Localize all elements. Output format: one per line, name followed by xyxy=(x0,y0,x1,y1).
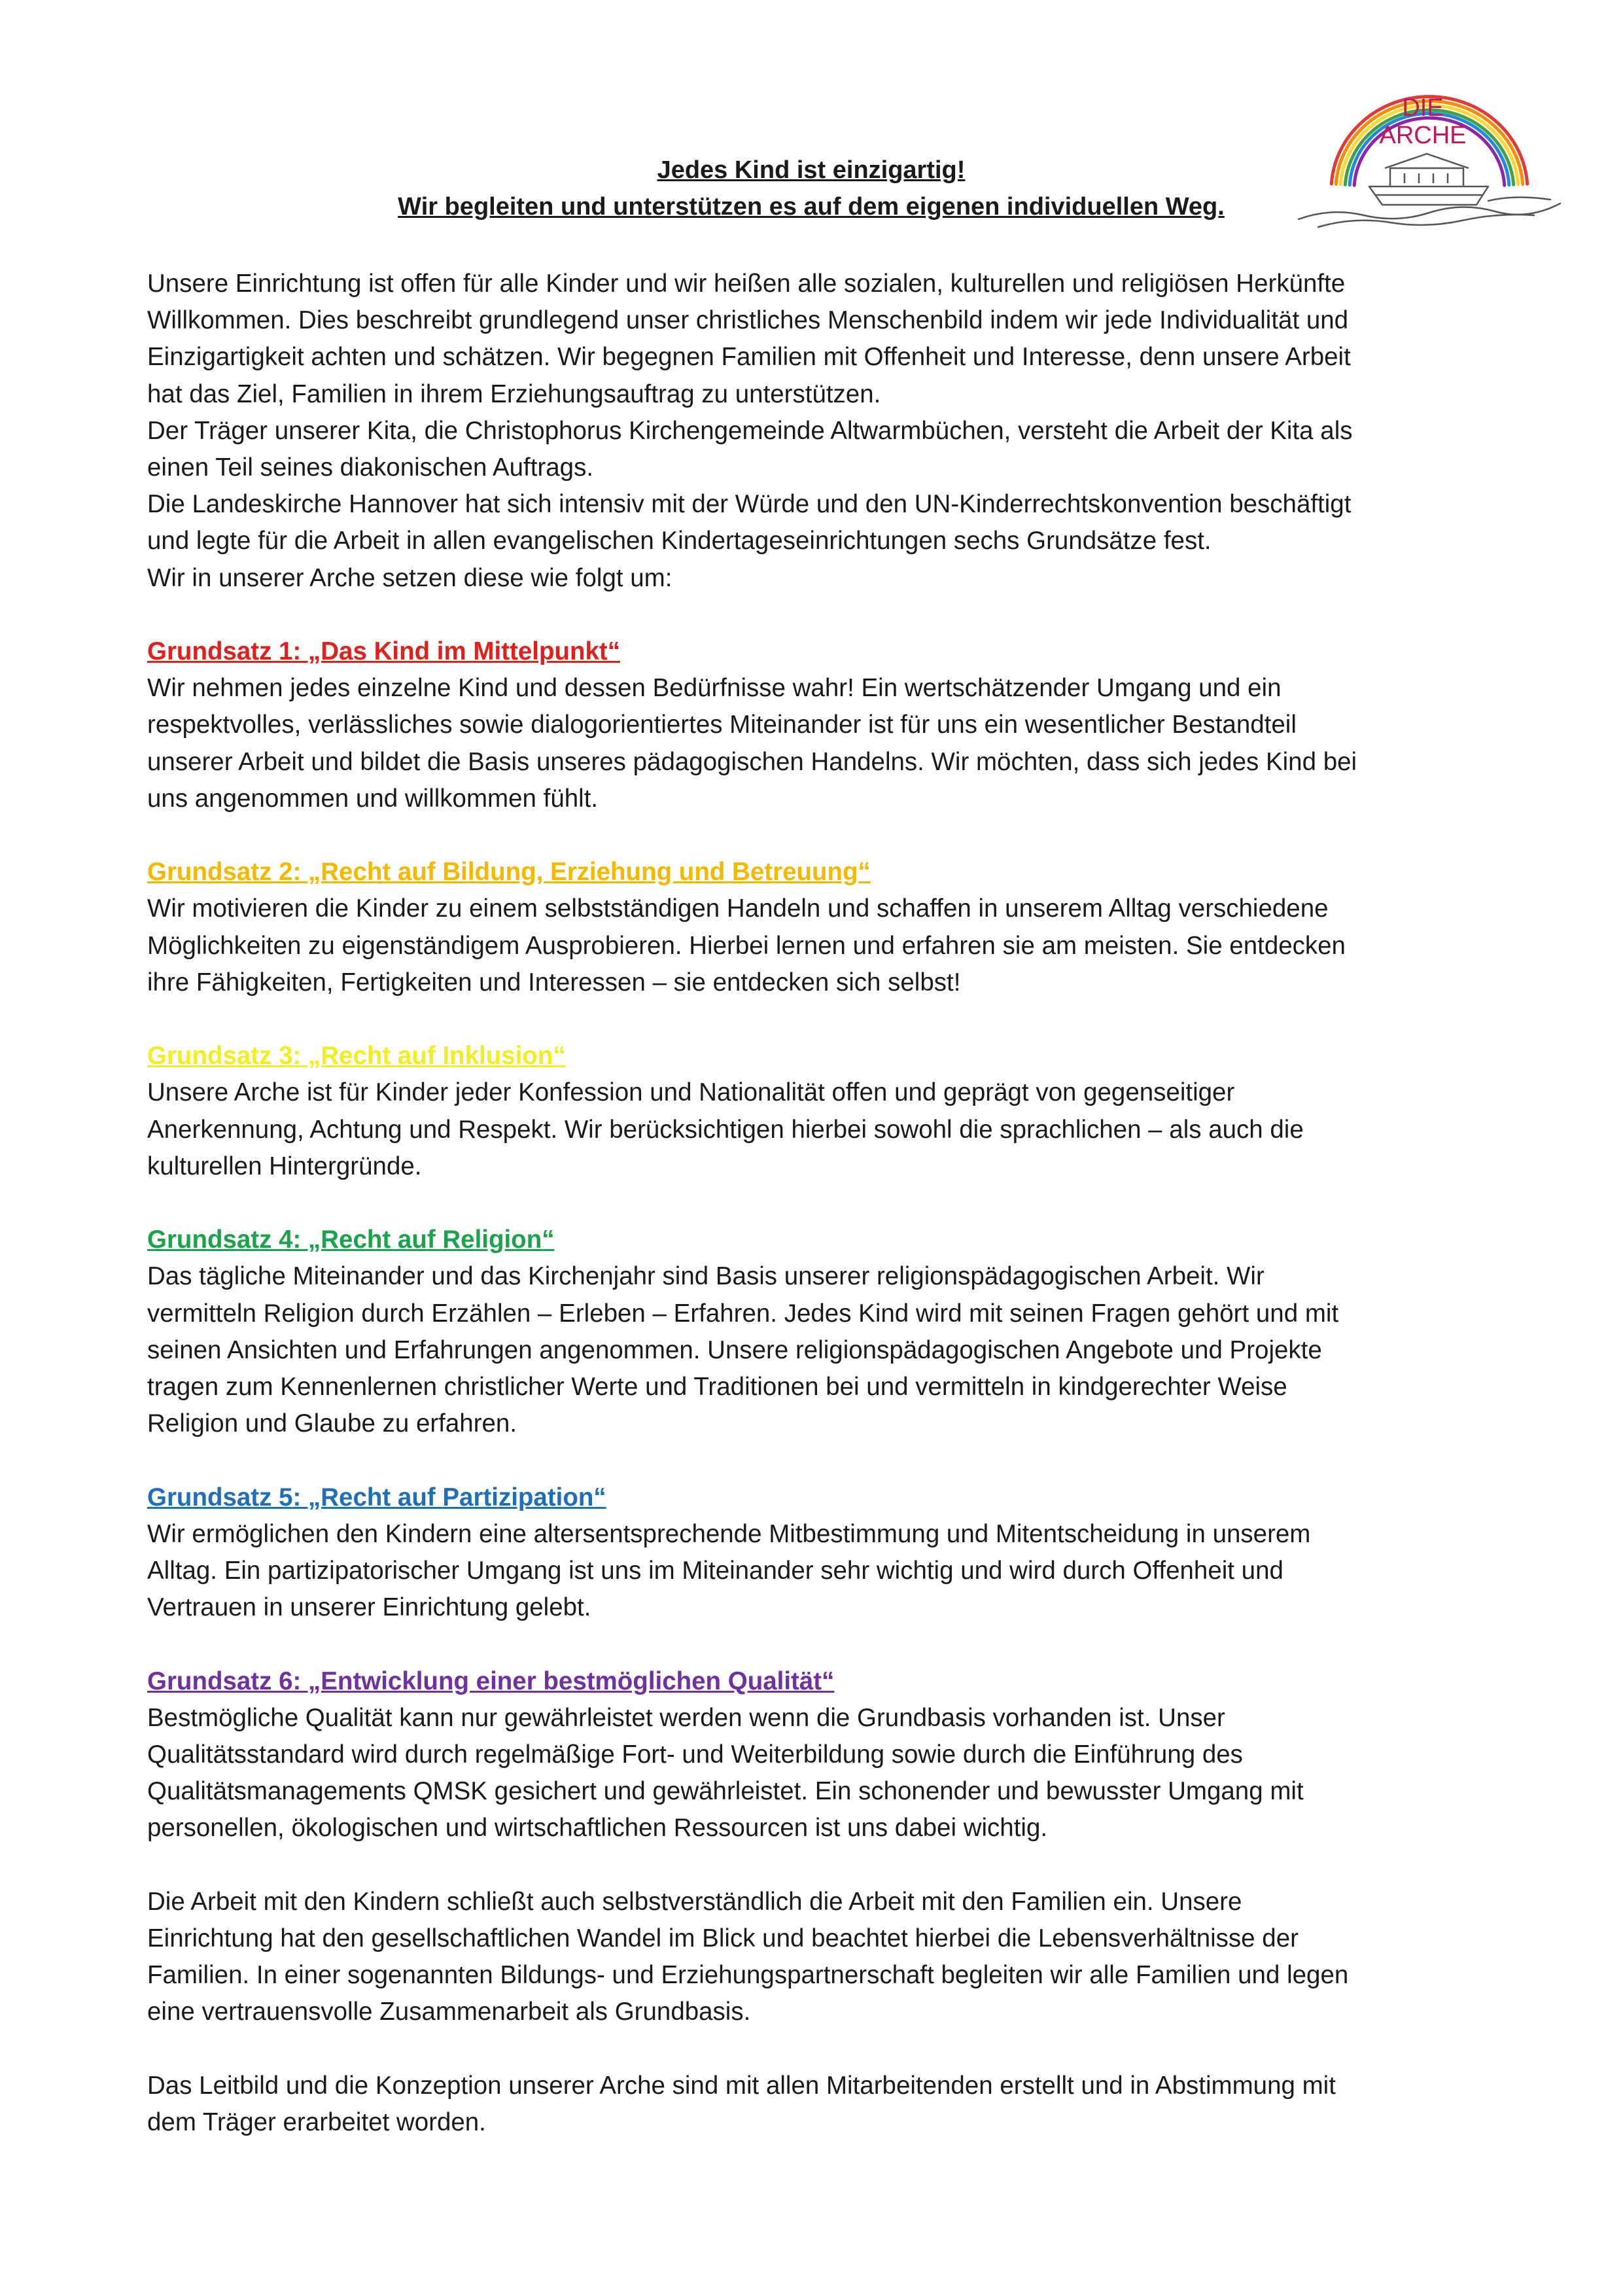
spacer xyxy=(147,817,1508,854)
spacer xyxy=(147,1442,1508,1479)
document-title xyxy=(147,152,1475,225)
principle-6-text: Bestmögliche Qualität kann nur gewährleistet werden wenn die Grundbasis vorhanden ist. Unser Qualitätsstandard wird durch regelmäßige Fort- und Weiterbildung sowie durch die Einführung des Qualitätsmanagements QMSK gesichert und gewährleistet. Ein schonender und bewusster Umgang mit personellen, ökologischen und wirtschaftlichen Ressourcen ist uns dabei wichtig. xyxy=(147,1703,1304,1843)
spacer xyxy=(147,1185,1508,1222)
intro-paragraph-3: Die Landeskirche Hannover hat sich intensiv mit der Würde und den UN-Kinderrechtskonvention beschäftigt und legte für die Arbeit in allen evangelischen Kindertageseinrichtungen sechs Grundsätze fest. xyxy=(147,490,1352,556)
principle-2-heading: Grundsatz 2: „Recht auf Bildung, Erziehung und Betreuung“ xyxy=(147,858,871,887)
principle-6-heading: Grundsatz 6: „Entwicklung einer bestmöglichen Qualität“ xyxy=(147,1667,835,1695)
intro-paragraph-1: Unsere Einrichtung ist offen für alle Kinder und wir heißen alle sozialen, kulturellen und religiösen Herkünfte Willkommen. Dies beschreibt grundlegend unser christliches Menschenbild indem wir jede Individualität und Einzigartigkeit achten und schätzen. Wir begegnen Familien mit Offenheit und Interesse, denn unsere Arbeit hat das Ziel, Familien in ihrem Erziehungsauftrag zu unterstützen. xyxy=(147,270,1351,408)
closing-paragraph-2: Das Leitbild und die Konzeption unserer Arche sind mit allen Mitarbeitenden erstellt und in Abstimmung mit dem Träger erarbeitet worden. xyxy=(147,2071,1336,2137)
principle-3-text: Unsere Arche ist für Kinder jeder Konfession und Nationalität offen und geprägt von gegenseitiger Anerkennung, Achtung und Respekt. Wir berücksichtigen hierbei sowohl die sprachlichen – als auch die kulturellen Hintergründe. xyxy=(147,1078,1304,1180)
title-line-2: Wir begleiten und unterstützen es auf dem eigenen individuellen Weg. xyxy=(398,193,1225,221)
document-body xyxy=(147,266,1508,2141)
principle-5-text: Wir ermöglichen den Kindern eine altersentsprechende Mitbestimmung und Mitentscheidung in unserem Alltag. Ein partizipatorischer Umgang ist uns im Miteinander sehr wichtig und wird durch Offenheit und Vertrauen in unserer Einrichtung gelebt. xyxy=(147,1519,1311,1622)
principle-3-heading: Grundsatz 3: „Recht auf Inklusion“ xyxy=(147,1042,566,1070)
principle-4-text: Das tägliche Miteinander und das Kirchenjahr sind Basis unserer religionspädagogischen Arbeit. Wir vermitteln Religion durch Erzählen – Erleben – Erfahren. Jedes Kind wird mit seinen Fragen gehört und mit seinen Ansichten und Erfahrungen angenommen. Unsere religionspädagogischen Angebote und Projekte tragen zum Kennenlernen christlicher Werte und Traditionen bei und vermitteln in kindgerechter Weise Religion und Glaube zu erfahren. xyxy=(147,1262,1339,1438)
spacer xyxy=(147,1001,1508,1038)
spacer xyxy=(147,1626,1508,1663)
logo-text-line2: ARCHE xyxy=(1379,122,1467,149)
spacer xyxy=(147,597,1508,633)
principle-1-text: Wir nehmen jedes einzelne Kind und dessen Bedürfnisse wahr! Ein wertschätzender Umgang und ein respektvolles, verlässliches sowie dialogorientiertes Miteinander ist für uns ein wesentlicher Bestandteil unserer Arbeit und bildet die Basis unseres pädagogischen Handelns. Wir möchten, dass sich jedes Kind bei uns angenommen und willkommen fühlt. xyxy=(147,674,1357,813)
intro-paragraph-2: Der Träger unserer Kita, die Christophorus Kirchengemeinde Altwarmbüchen, versteht die Arbeit der Kita als einen Teil seines diakonischen Auftrags. xyxy=(147,416,1353,482)
title-line-1: Jedes Kind ist einzigartig! xyxy=(657,156,966,184)
principle-5-heading: Grundsatz 5: „Recht auf Partizipation“ xyxy=(147,1483,606,1511)
spacer xyxy=(147,1847,1508,1884)
intro-paragraph-4: Wir in unserer Arche setzen diese wie folgt um: xyxy=(147,563,672,592)
principle-1-heading: Grundsatz 1: „Das Kind im Mittelpunkt“ xyxy=(147,637,620,666)
principle-4-heading: Grundsatz 4: „Recht auf Religion“ xyxy=(147,1226,555,1254)
logo-text-line1: DIE xyxy=(1402,94,1444,122)
spacer xyxy=(147,2031,1508,2068)
principle-2-text: Wir motivieren die Kinder zu einem selbstständigen Handeln und schaffen in unserem Alltag verschiedene Möglichkeiten zu eigenständigem Ausprobieren. Hierbei lernen und erfahren sie am meisten. Sie entdecken ihre Fähigkeiten, Fertigkeiten und Interessen – sie entdecken sich selbst! xyxy=(147,894,1346,997)
closing-paragraph-1: Die Arbeit mit den Kindern schließt auch selbstverständlich die Arbeit mit den Familien ein. Unsere Einrichtung hat den gesellschaftlichen Wandel im Blick und beachtet hierbei die Lebensverhältnisse der Familien. In einer sogenannten Bildungs- und Erziehungspartnerschaft begleiten wir alle Familien und legen eine vertrauensvolle Zusammenarbeit als Grundbasis. xyxy=(147,1887,1349,2026)
